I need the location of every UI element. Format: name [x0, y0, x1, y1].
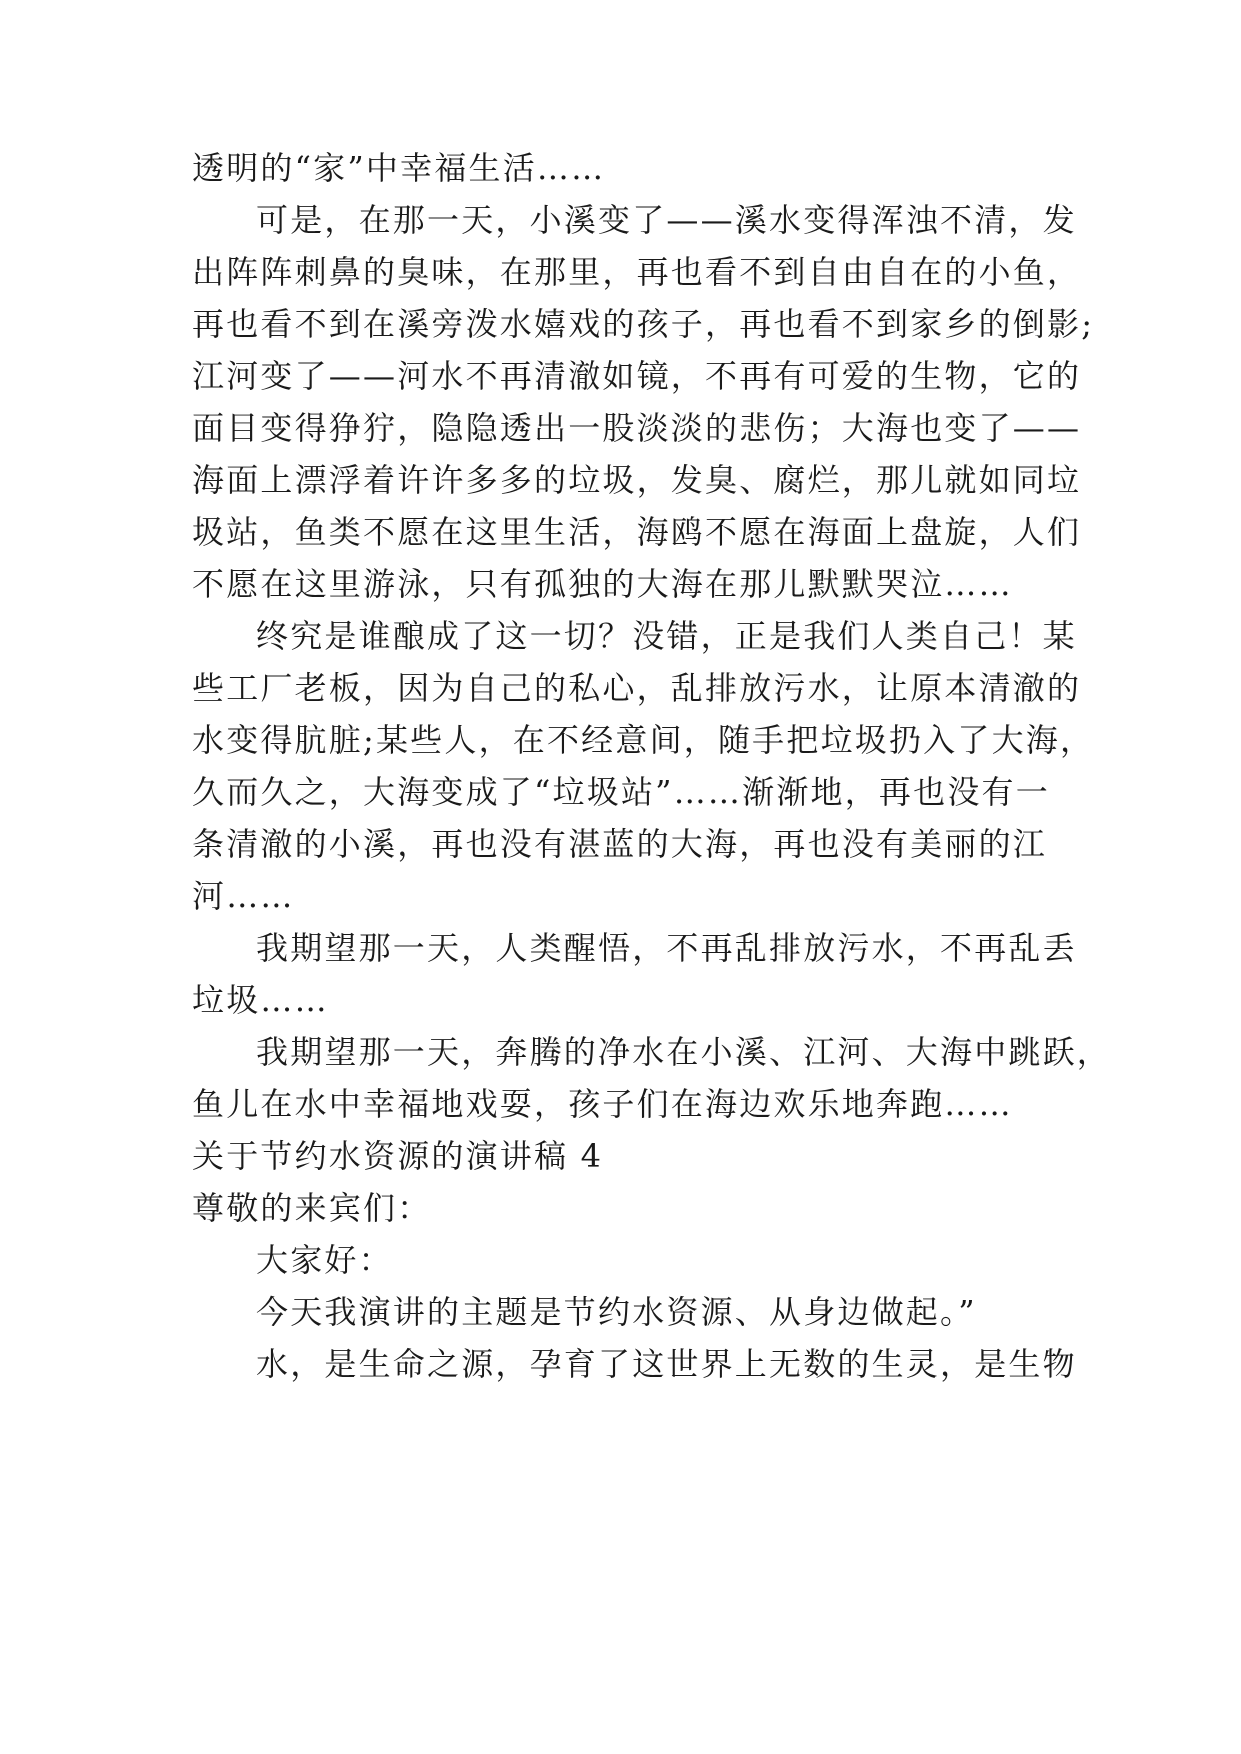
text-line: 透明的“家”中幸福生活…… [192, 149, 606, 187]
text-line: 可是，在那一天，小溪变了——溪水变得浑浊不清，发 [256, 201, 1077, 239]
text-line: 我期望那一天，奔腾的净水在小溪、江河、大海中跳跃， [256, 1033, 1112, 1071]
text-line: 条清澈的小溪，再也没有湛蓝的大海，再也没有美丽的江 [192, 825, 1048, 863]
text-line: 圾站，鱼类不愿在这里生活，海鸥不愿在海面上盘旋，人们 [192, 513, 1082, 551]
text-line: 终究是谁酿成了这一切？没错，正是我们人类自己！某 [256, 617, 1077, 655]
text-line: 海面上漂浮着许许多多的垃圾，发臭、腐烂，那儿就如同垃 [192, 461, 1082, 499]
text-line: 出阵阵刺鼻的臭味，在那里，再也看不到自由自在的小鱼， [192, 253, 1082, 291]
salutation: 尊敬的来宾们： [192, 1189, 432, 1227]
text-line: 垃圾…… [192, 981, 329, 1019]
text-line: 水变得肮脏;某些人，在不经意间，随手把垃圾扔入了大海， [192, 721, 1095, 759]
text-line: 些工厂老板，因为自己的私心，乱排放污水，让原本清澈的 [192, 669, 1082, 707]
text-line: 我期望那一天，人类醒悟，不再乱排放污水，不再乱丢 [256, 929, 1077, 967]
section-heading: 关于节约水资源的演讲稿 4 [192, 1137, 604, 1175]
text-line: 不愿在这里游泳，只有孤独的大海在那儿默默哭泣…… [192, 565, 1013, 603]
greeting: 大家好： [256, 1241, 393, 1279]
text-line: 江河变了——河水不再清澈如镜，不再有可爱的生物，它的 [192, 357, 1082, 395]
text-line: 水，是生命之源，孕育了这世界上无数的生灵，是生物 [256, 1345, 1077, 1383]
text-line: 再也看不到在溪旁泼水嬉戏的孩子，再也看不到家乡的倒影; [192, 305, 1095, 343]
text-line: 面目变得狰狞，隐隐透出一股淡淡的悲伤；大海也变了—— [192, 409, 1082, 447]
text-line: 鱼儿在水中幸福地戏耍，孩子们在海边欢乐地奔跑…… [192, 1085, 1013, 1123]
text-line: 久而久之，大海变成了“垃圾站”……渐渐地，再也没有一 [192, 773, 1050, 811]
text-line: 河…… [192, 877, 295, 915]
text-line: 今天我演讲的主题是节约水资源、从身边做起。” [256, 1293, 977, 1331]
